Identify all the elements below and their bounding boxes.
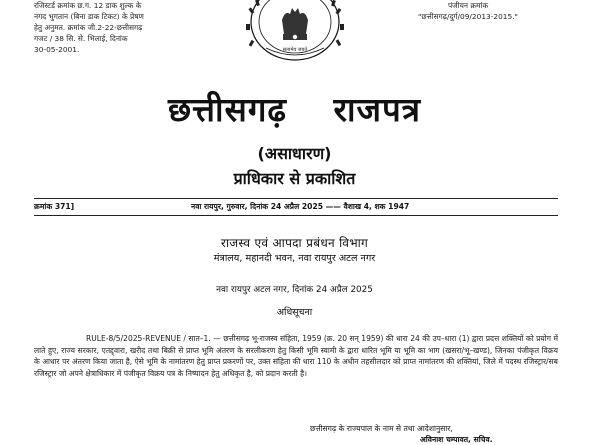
signatory-name: अविनाश चम्पावत, सचिव. [420, 435, 493, 444]
department-name: राजस्व एवं आपदा प्रबंधन विभाग [220, 236, 369, 250]
signature-line: छत्तीसगढ़ के राज्यपाल के नाम से तथा आदेशानुसार, [310, 424, 453, 433]
issue-date: नवा रायपुर, गुरुवार, दिनांक 24 अप्रैल 2025 —— वैशाख 4, शक 1947 [191, 202, 410, 211]
gazette-title: छत्तीसगढ़ राजपत्र [168, 90, 421, 129]
gazette-type: (असाधारण) [257, 144, 332, 163]
issue-bottom-rule [34, 215, 558, 216]
postal-registration-note: रजिस्टर्ड क्रमांक छ.ग. 12 डाक शुल्क के नगद भुगतान (बिना डाक टिकट) के प्रेषण हेतु अनुमत. क्रमांक जी.2-22-छत्तीसगढ़ गजट / 38 सि. से. भिलाई, दिनांक 30-05-2001. [34, 1, 144, 54]
svg-text:सत्यमेव जयते: सत्यमेव जयते [282, 47, 308, 53]
notification-body [34, 333, 558, 379]
state-emblem [240, 0, 350, 66]
issue-line [34, 200, 558, 214]
notification-paragraph: RULE-8/5/2025-REVENUE / सात–1. — छत्तीसगढ़ भू-राजस्व संहिता, 1959 (क्र. 20 सन् 1959) की धारा 24 की उप–धारा (1) द्वारा प्रदत्त शक्तियों को प्रयोग में लाते हुए, राज्य सरकार, एतद्द्वारा, खरीद तथा बिक्री से प्राप्त भूमि अंतरण के सरलीकरण हेतु किसी भूमि स्वामी के द्वारा धारित भूमि या भूमि का भाग (खसरा/भू–खण्ड), जिनका पंजीकृत विक्रय के आधार पर अंतरण किया जाता है, ऐसे भूमि के नामांतरण हेतु प्राप्त प्रकरणों पर, उक्त संहिता की धारा 110 के अधीन तहसीलदार को प्राप्त नामांतरण की शक्तियां, जिले में पदस्थ रजिस्ट्रार/सब रजिस्ट्रार जो अपने क्षेत्राधिकार में पंजीकृत विक्रय पत्र के निष्पादन हेतु अधिकृत है, को प्रदान करती है। [34, 334, 558, 378]
registration-label: पंजीयन क्रमांक [447, 1, 489, 10]
notification-date: नवा रायपुर अटल नगर, दिनांक 24 अप्रैल 2025 [216, 285, 373, 295]
registration-number: "छत्तीसगढ़/दुर्ग/09/2013-2015." [418, 12, 518, 21]
department-address: मंत्रालय, महानदी भवन, नवा रायपुर अटल नगर [213, 253, 376, 264]
gazette-authority: प्राधिकार से प्रकाशित [233, 169, 356, 188]
notification-heading: अधिसूचना [276, 307, 313, 318]
registration-block [368, 0, 568, 22]
issue-number: क्रमांक 371] [34, 202, 75, 211]
issue-top-rule [34, 198, 558, 199]
